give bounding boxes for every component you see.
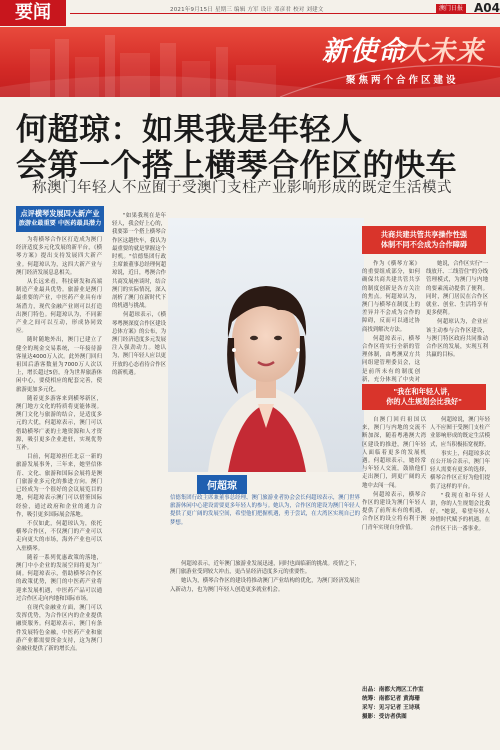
- headline-line-1: 何超琼：如果我是年轻人: [16, 112, 363, 148]
- paragraph: 何超琼表示，横琴合作区将实行全新的管理体制，由粤澳双方共同组建管理委员会，这是前所未有的制度创新，充分体现了中央对: [362, 335, 420, 383]
- credit-line: 统筹：南都记者 黄海珊: [362, 696, 420, 702]
- paragraph: 自澳门回归祖国以来，澳门与内地的交流不断加深，随着粤港澳大湾区建设的推进，澳门年轻人面临着更多的发展机遇。何超琼表示，她经常与年轻人交流，鼓励他们走出澳门，到更广阔的天地中去闯一闯。: [362, 417, 426, 489]
- folio-line: 2021年9月15日 星期三 编辑 方军 设计 邓彦君 校对 刘建文: [170, 7, 324, 13]
- photo-caption-text: 信德集团行政主席兼董事总经理、澳门旅游业者协会会长何超琼表示，澳门世界旅游休闲中心建设需要更多年轻人的参与。她认为，合作区的建设为澳门年轻人提供了更广阔的发展空间，希望他们把握机遇，勇于尝试，在大湾区实现自己的梦想。: [170, 495, 360, 526]
- paragraph: 她说，合作区实行"一线放开、二线管住"的分线管理模式，为澳门与内地的要素流动提供了便利。同时，澳门居民在合作区就业、创业、生活将享有更多便利。: [426, 261, 488, 317]
- masthead: [0, 0, 500, 26]
- paragraph: 从长远来看，科技研发和高端制造产业最具优势。旅游业是澳门最重要的产业，中医药产业具有市场潜力，现代金融产业则可以打造出澳门特色。何超琼认为，不同新产业之间可以互动，形成协同效应。: [16, 279, 102, 335]
- article-column-r1: [362, 260, 420, 388]
- blue-section-box: [16, 206, 104, 232]
- paragraph: 不仅如此，何超琼认为，依托横琴合作区，不仅澳门的产业可以走向更大的市场，海外产业也可以入驻横琴。: [16, 520, 102, 552]
- paragraph: 为将横琴合作区打造成为澳门经济适度多元化发展的新平台，《横琴方案》提出支持发展四大新产业。何超琼认为，这四大新产业与澳门经济发展息息相关。: [16, 237, 102, 276]
- article-column-1: [16, 236, 102, 736]
- credit-line: 采写：见习记者 王诗琪: [362, 705, 420, 711]
- red-box-2-line-2: 你的人生规划会比我好": [386, 397, 462, 406]
- credits-block: [362, 686, 482, 722]
- banner: [0, 27, 500, 97]
- paragraph: 随着更多游客来到横琴新区，澳门地方文化的特质将更能体现。澳门文化与旅游的结合，是适度多元的大优，何超琼表示，澳门可以借助横琴广袤的土地资源和人才资源，吸引更多企业进驻，实现优势互补。: [16, 395, 102, 452]
- red-box-1-line-2: 体制不同不会成为合作障碍: [380, 240, 468, 249]
- article-column-r4: [430, 416, 490, 676]
- paragraph: 事实上，何超琼多次在公开场合表示，澳门年轻人需要有更多的选择，横琴合作区正好为他们提供了这样的平台。: [430, 450, 490, 490]
- blue-box-line-1: 点评横琴发展四大新产业: [20, 209, 100, 218]
- paragraph: 在现代金融业方面，澳门可以发挥优势，为合作区内的企业提供融资服务。何超琼表示，澳门有条件发展特色金融，中医药产业和旅游产业都需要资金支持，这为澳门金融业提供了新的增长点。: [16, 604, 102, 652]
- banner-subtitle: 聚焦两个合作区建设: [346, 75, 459, 86]
- subheadline: 称澳门年轻人不应囿于受澳门支柱产业影响形成的既定生活模式: [32, 180, 452, 196]
- banner-title-a: 新使命: [322, 36, 406, 67]
- paragraph: 何超琼说，澳门年轻人不应囿于受澳门支柱产业影响形成的既定生活模式，应当积极拓宽视野。: [430, 417, 490, 448]
- paragraph: 何超琼表示，近年澳门旅游业发展迅速，同时也面临新的挑战。疫情之下，澳门旅游业受到较大冲击，更凸显经济适度多元的重要性。: [170, 561, 360, 576]
- headline-line-2: 会第一个搭上横琴合作区的快车: [16, 148, 457, 184]
- paragraph: 目前，何超琼担任北京一新的旅游发展事务，三年来，她坚信体育、文化、旅游和国际会展将是澳门旅游业多元化的推进方向。澳门已经成为一个很好的会议展览目的地，何超琼表示澳门可以借鉴国际经验，通过政府和企业的通力合作，吸引更多国际展会落地。: [16, 454, 102, 518]
- portrait-photo: [168, 218, 364, 472]
- red-box-1-line-1: 共商共建共管共享操作性强: [380, 230, 468, 239]
- banner-title-b: 大未来: [400, 36, 484, 67]
- article-column-r2: [426, 260, 488, 388]
- page-label: 澳门日报: [436, 4, 466, 13]
- article-column-r3: [362, 416, 426, 676]
- portrait-illustration: [168, 218, 364, 472]
- red-section-box-2: [362, 384, 486, 410]
- paragraph: "如果我现在是年轻人，我会好上心的，我要第一个搭上横琴合作区这趟快车，我认为最重要的就是掌握这个时机。"信德集团行政主席兼董事总经理何超琼说，近日，粤澳合作共商发展座谈时，结合澳门的实际情况，深入剖析了澳门在新时代下的机遇与挑战。: [112, 213, 166, 310]
- section-tab: 要闻: [0, 0, 66, 26]
- blue-box-line-2: 旅游业最重要 中医药最具潜力: [18, 220, 102, 227]
- paragraph: 何超琼认为，企业应该主动参与合作区建设，与澳门特区政府共同推动合作区的发展，实现互利共赢的目标。: [426, 319, 488, 359]
- photo-caption: 何超琼: [197, 475, 247, 494]
- paragraph: 何超琼表示，《横琴粤澳深度合作区建设总体方案》的公布，为澳门经济适度多元发展注入强劲动力。她认为，澳门年轻人应以更开放的心态看待合作区的新机遇。: [112, 312, 166, 376]
- article-column-2: [112, 212, 166, 462]
- paragraph: 随着一系列优惠政策的落地，澳门中小企业的发展空间将更为广阔。何超琼表示，借助横琴合作区的政策优势，澳门的中医药产业将迎来发展机遇，中医药产品可以通过合作区走向内地和国际市场。: [16, 554, 102, 602]
- page-number: A04: [474, 1, 500, 15]
- credit-line: 出品：南都大湾区工作室: [362, 687, 424, 693]
- paragraph: "我现在和年轻人讲，你的人生规划会比我好。"她说，希望年轻人珍惜时代赋予的机遇，在合作区干出一番事业。: [430, 492, 490, 532]
- paragraph: 随时随地外出，澳门已建立了健全的现金交易系统，一年接待游客量达4000万人次。此外澳门回归祖国后游客数量为7000万人次以上，增长超过5倍，身为世界旅游休闲中心，要使相应的配套完善，使旅游更加多元化。: [16, 337, 102, 393]
- paragraph: 她认为，横琴合作区的建设将推动澳门产业结构的优化，为澳门经济发展注入新动力，也为澳门年轻人创造更多就业机会。: [170, 578, 360, 593]
- paragraph: 何超琼表示，横琴合作区的建设为澳门年轻人提供了前所未有的机遇，合作区的设立将有利于澳门青年实现自身价值。: [362, 491, 426, 531]
- paragraph: 作为《横琴方案》的重要组成部分，如何确保共商共建共管共享的制度创新是各方关注的焦点。何超琼认为，澳门与横琴在制度上的差异并不会成为合作的障碍，反而可以通过协商找到解决方法。: [362, 261, 420, 333]
- credit-line: 摄影：受访者供图: [362, 714, 407, 720]
- red-section-box-1: [362, 226, 486, 254]
- top-rule: [70, 13, 500, 14]
- article-column-middle: [170, 560, 360, 595]
- red-box-2-line-1: "我在和年轻人讲，: [393, 387, 455, 396]
